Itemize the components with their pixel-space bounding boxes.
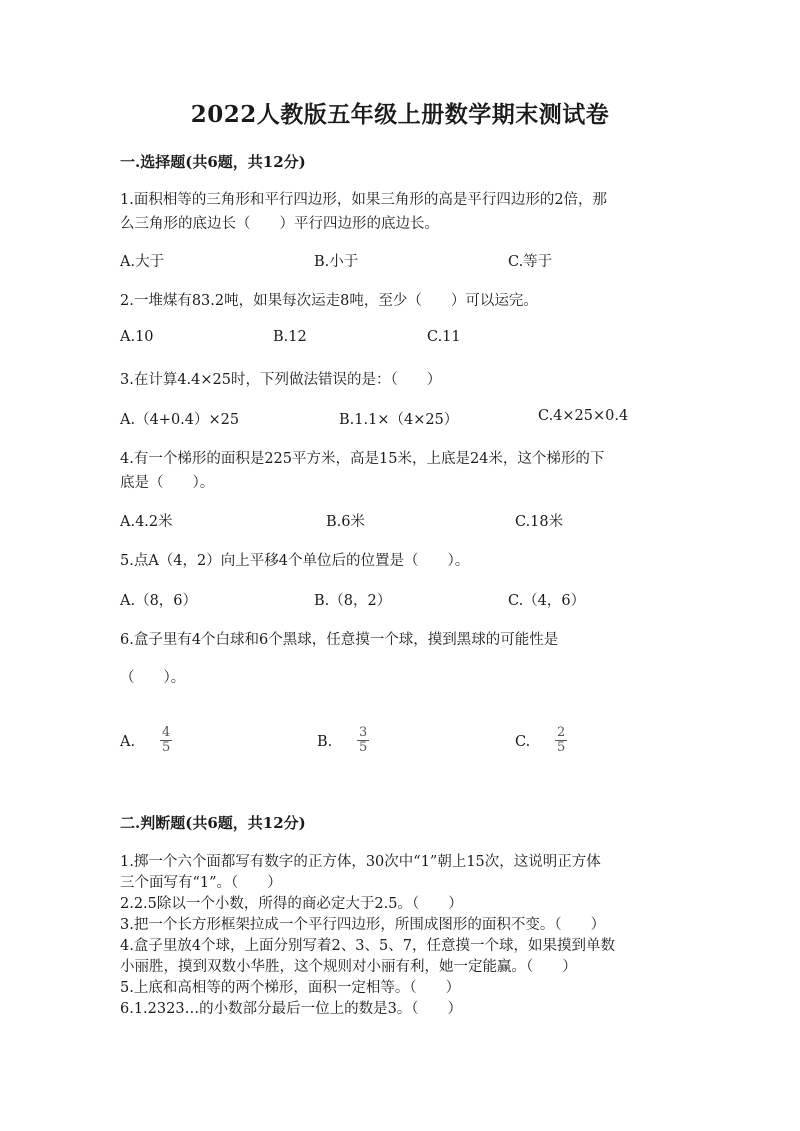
judgement-line: 5.上底和高相等的两个梯形，面积一定相等。（ ） — [120, 980, 461, 996]
judgement-line: 6.1.2323…的小数部分最后一位上的数是3。（ ） — [120, 1001, 463, 1017]
question-3-option-c: C.4×25×0.4 — [538, 408, 629, 424]
question-6-option-a-fraction — [160, 726, 172, 755]
question-6-option-c-fraction — [555, 726, 567, 755]
judgement-line: 1.掷一个六个面都写有数字的正方体，30次中“1”朝上15次，这说明正方体 — [120, 854, 601, 870]
question-4-option-a: A.4.2米 — [120, 514, 173, 530]
question-5-option-a: A.（8，6） — [120, 593, 198, 609]
question-3-line-1: 3.在计算4.4×25时，下列做法错误的是：（ ） — [120, 372, 442, 388]
question-4-line-2: 底是（ ）。 — [120, 475, 215, 491]
question-6-line-2: （ ）。 — [120, 670, 186, 686]
question-2-option-b: B.12 — [273, 329, 307, 345]
judgement-line: 三个面写有“1”。（ ） — [120, 875, 282, 891]
question-6-line-1: 6.盒子里有4个白球和6个黑球，任意摸一个球，摸到黑球的可能性是 — [120, 632, 559, 648]
question-1-line-1: 1.面积相等的三角形和平行四边形，如果三角形的高是平行四边形的2倍，那 — [120, 192, 608, 208]
judgement-line: 4.盒子里放4个球，上面分别写着2、3、5、7，任意摸一个球，如果摸到单数 — [120, 938, 615, 954]
judgement-line: 小丽胜，摸到双数小华胜，这个规则对小丽有利，她一定能赢。（ ） — [120, 959, 577, 975]
question-6-option-c-label: C. — [515, 734, 531, 750]
section-heading-judgement: 二.判断题(共6题，共12分) — [120, 814, 306, 832]
fraction-numerator: 2 — [557, 725, 566, 740]
question-4-line-1: 4.有一个梯形的面积是225平方米，高是15米，上底是24米，这个梯形的下 — [120, 451, 605, 467]
question-3-option-b: B.1.1×（4×25） — [339, 412, 459, 428]
question-1-line-2: 么三角形的底边长（ ）平行四边形的底边长。 — [120, 216, 439, 232]
question-2-option-a: A.10 — [120, 329, 154, 345]
fraction-denominator: 5 — [557, 740, 566, 755]
question-6-option-a-label: A. — [120, 734, 136, 750]
question-1-option-a: A.大于 — [120, 254, 165, 270]
page-title: 2022人教版五年级上册数学期末测试卷 — [190, 101, 610, 128]
section-heading-choice: 一.选择题(共6题，共12分) — [120, 153, 306, 171]
question-1-option-c: C.等于 — [508, 254, 553, 270]
question-2-option-c: C.11 — [427, 329, 461, 345]
fraction-denominator: 5 — [359, 740, 368, 755]
question-6-option-b-fraction — [357, 726, 369, 755]
fraction-denominator: 5 — [162, 740, 171, 755]
question-5-option-b: B.（8，2） — [314, 593, 392, 609]
question-5-option-c: C.（4，6） — [508, 593, 586, 609]
question-5-line-1: 5.点A（4，2）向上平移4个单位后的位置是（ ）。 — [120, 553, 470, 569]
question-6-option-b-label: B. — [317, 734, 333, 750]
question-1-option-b: B.小于 — [314, 254, 359, 270]
fraction-numerator: 4 — [162, 725, 171, 740]
judgement-line: 3.把一个长方形框架拉成一个平行四边形，所围成图形的面积不变。（ ） — [120, 917, 606, 933]
question-4-option-c: C.18米 — [515, 514, 564, 530]
question-3-option-a: A.（4+0.4）×25 — [120, 412, 240, 428]
judgement-line: 2.2.5除以一个小数，所得的商必定大于2.5。（ ） — [120, 896, 463, 912]
fraction-numerator: 3 — [359, 725, 368, 740]
question-4-option-b: B.6米 — [326, 514, 365, 530]
question-2-line-1: 2.一堆煤有83.2吨，如果每次运走8吨，至少（ ）可以运完。 — [120, 293, 538, 309]
